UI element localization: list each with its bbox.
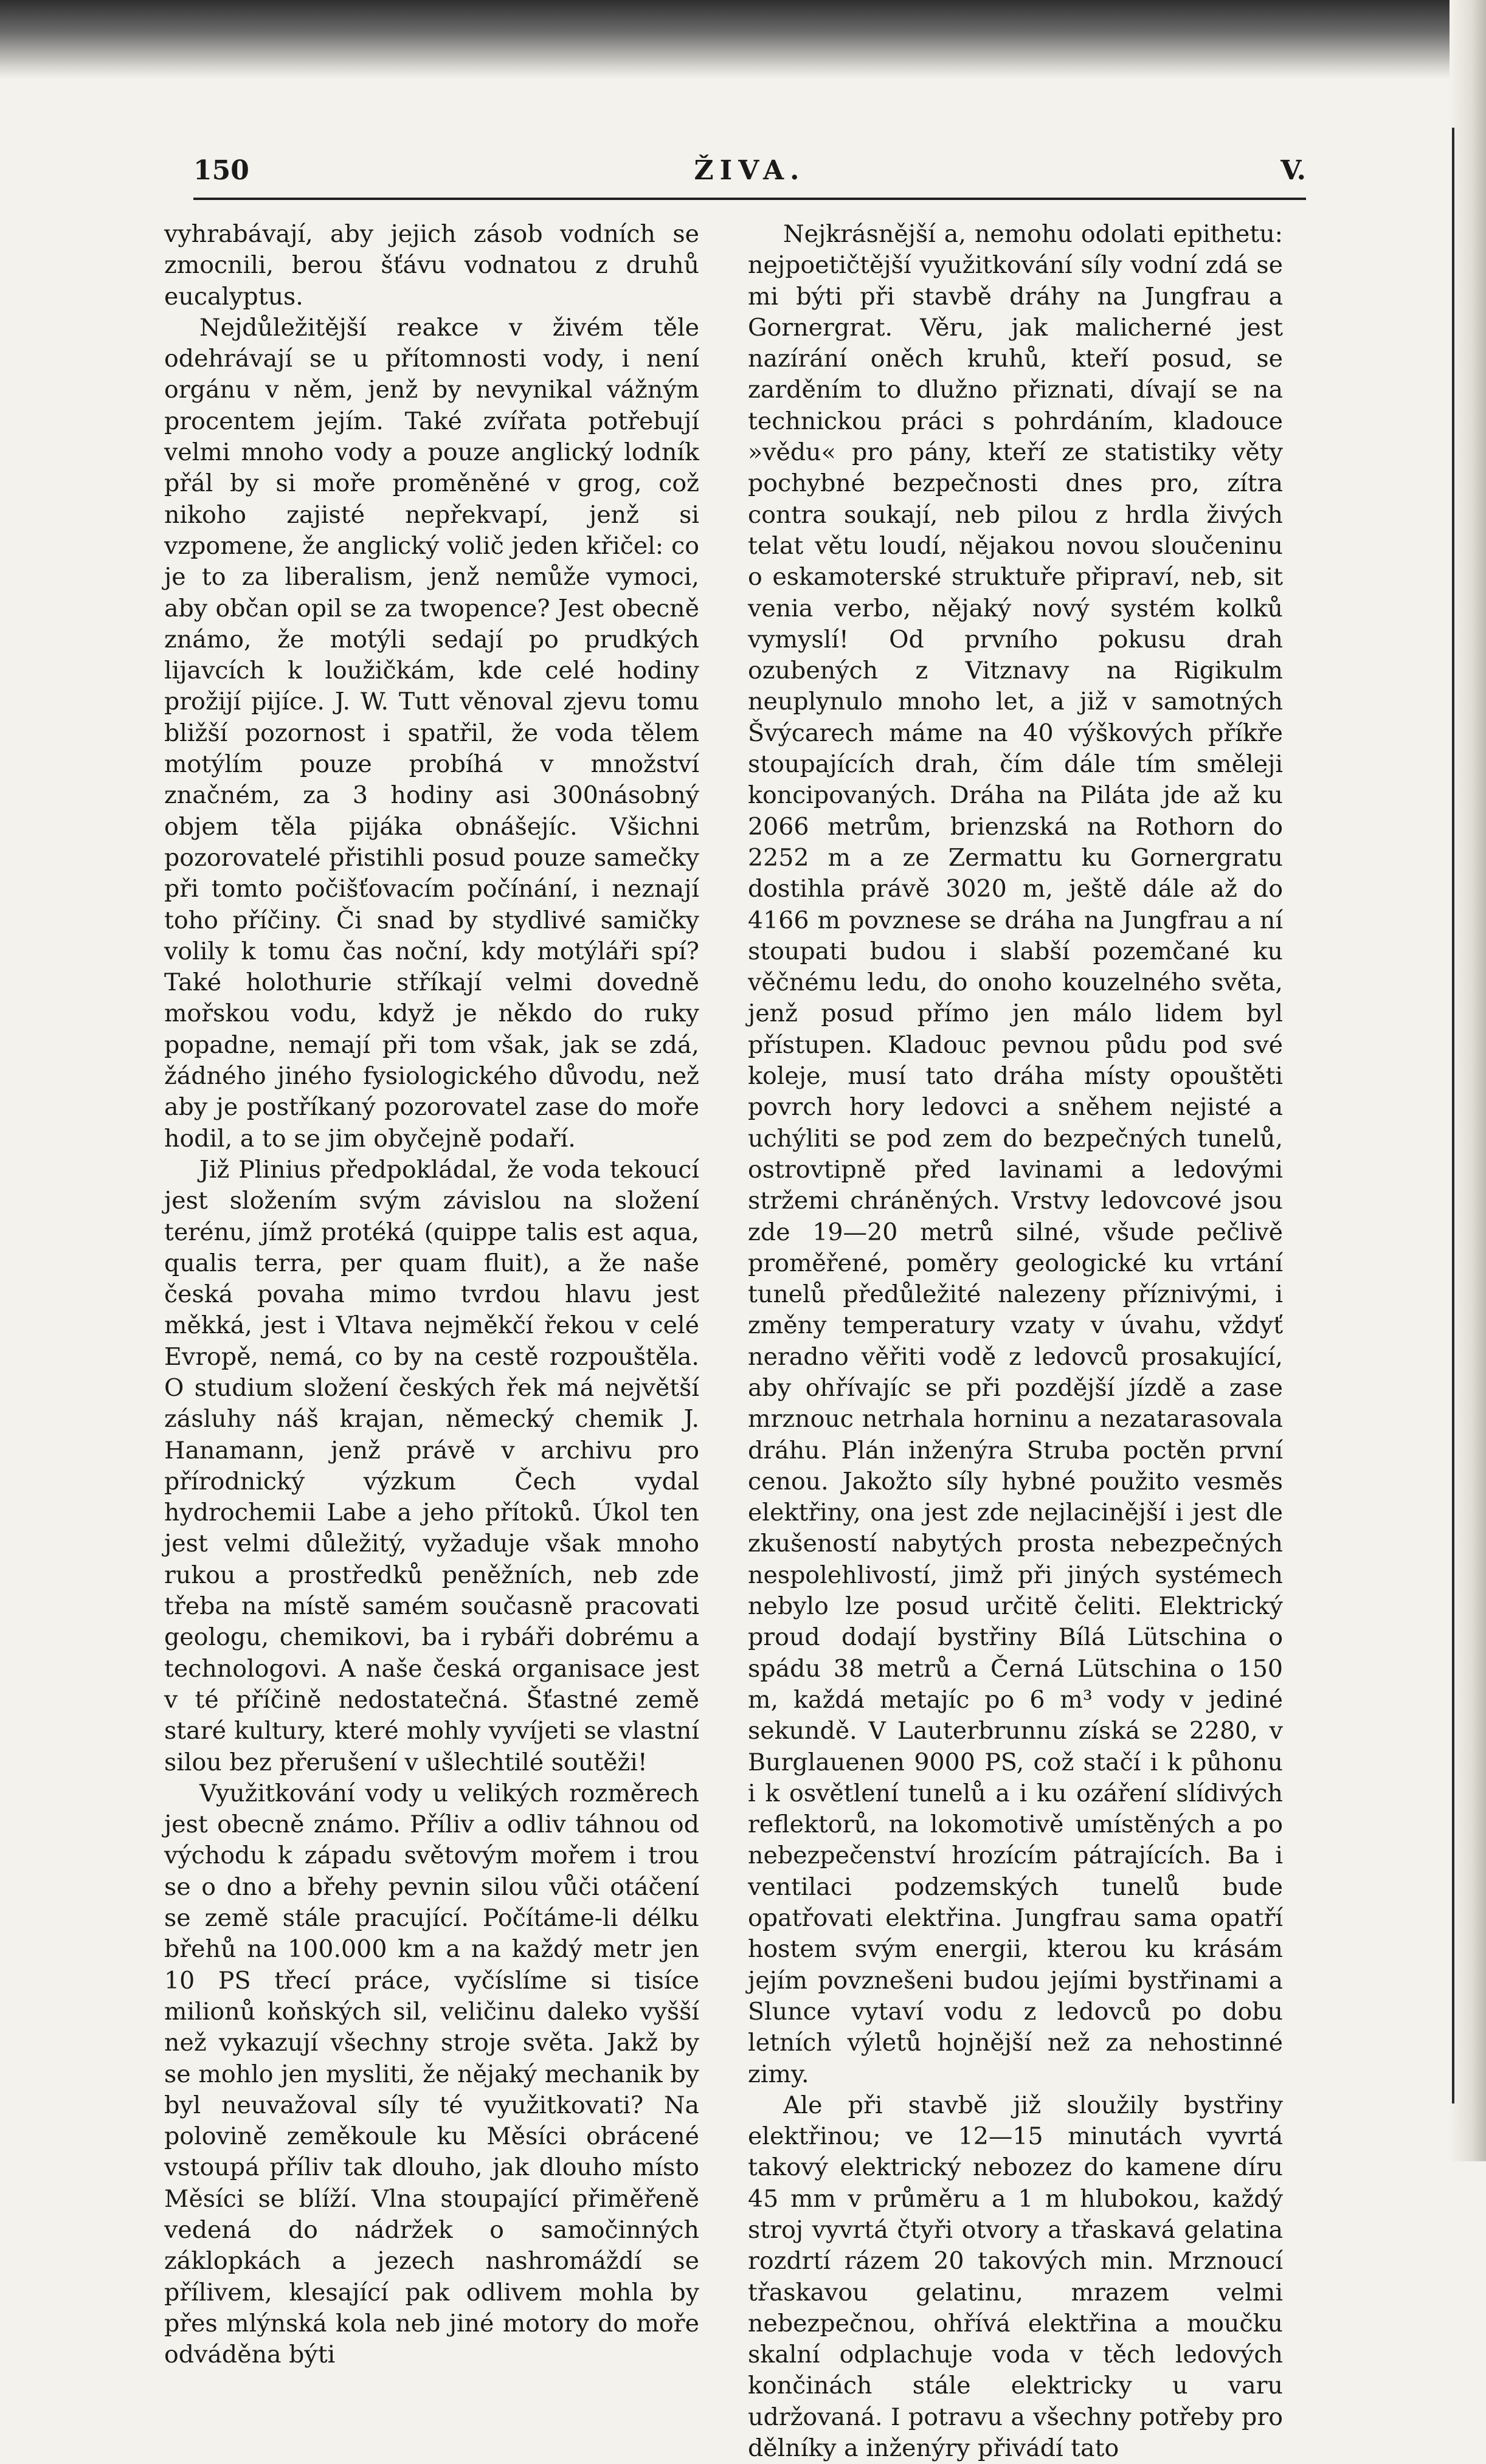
paragraph: Nejkrásnější a, nemohu odolati epithetu: nejpoetičtější využitkování síly vodní zdá se mi býti při stavbě dráhy na Jungfrau a Gornergrat. Věru, jak malicherné jest nazírání oněch kruhů, kteří posud, se zarděním to dlužno přiznati, dívají se na technickou práci s pohrdáním, kladouce »vědu« pro pány, kteří ze statistiky věty pochybné bezpečnosti dnes pro, zítra contra soukají, neb pilou z hrdla živých telat větu loudí, nějakou novou sloučeninu o eskamoterské struktuře připraví, neb, sit venia verbo, nějaký nový systém kolků vymyslí! Od prvního pokusu drah ozubených z Vitznavy na Rigikulm neuplynulo mnoho let, a již v samotných Švýcarech máme na 40 výškových příkře stoupajících drah, čím dále tím směleji koncipovaných. Dráha na Piláta jde až ku 2066 metrům, brienzská na Rothorn do 2252 m a ze Zermattu ku Gornergratu dostihla právě 3020 m, ještě dále až do 4166 m povznese se dráha na Jungfrau a ní stoupati budou i slabší pozemčané ku věčnému ledu, do onoho kouzelného světa, jenž posud přímo jen málo lidem byl přístupen. Kladouc pevnou půdu pod své koleje, musí tato dráha místy opouštěti povrch hory ledovci a sněhem nejisté a uchýliti se pod zem do bezpečných tunelů, ostrovtipně před lavinami a ledovými stržemi chráněných. Vrstvy ledovcové jsou zde 19—20 metrů silné, všude pečlivě proměřené, poměry geologické ku vrtání tunelů předůležité nalezeny příznivými, i změny temperatury vzaty v úvahu, vždyť neradno věřiti vodě z ledovců prosakující, aby ohřívajíc se při pozdější jízdě a zase mrznouc netrhala horninu a nezatarasovala dráhu. Plán inženýra Struba poctěn první cenou. Jakožto síly hybné použito vesměs elektřiny, ona jest zde nejlacinější i jest dle zkušeností nabytých prosta nebezpečných nespolehlivostí, jimž při jiných systémech nebylo lze posud určitě čeliti. Elektrický proud dodají bystřiny Bílá Lütschina o spádu 38 metrů a Černá Lütschina o 150 m, každá metajíc po 6 m³ vody v jediné sekundě. V Lauterbrunnu získá se 2280, v Burglauenen 9000 PS, což stačí i k půhonu i k osvětlení tunelů a i ku ozáření slídivých reflektorů, na lokomotivě umístěných a po nebezpečenství hrozícím pátrajících. Ba i ventilaci podzemských tunelů bude opatřovati elektřina. Jungfrau sama opatří hostem svým energii, kterou ku krásám jejím povznešeni budou jejími bystřinami a Slunce vytaví vodu z ledovců po dobu letních výletů hojnější než za nehostinné zimy.	[748, 220, 1283, 2088]
page-header	[193, 155, 1306, 192]
volume-number: V.	[1280, 155, 1306, 186]
binding-line	[1452, 128, 1454, 2103]
page-number: 150	[193, 155, 249, 186]
header-rule	[193, 198, 1306, 200]
journal-title: ŽIVA.	[694, 155, 806, 186]
scan-edge-top	[0, 0, 1486, 79]
paragraph: vyhrabávají, aby jejich zásob vodních se zmocnili, berou šťávu vodnatou z druhů eucalyptus.	[164, 220, 699, 311]
right-column	[748, 219, 1283, 2464]
paragraph: Nejdůležitější reakce v živém těle odehrávají se u přítomnosti vody, i není orgánu v něm, jenž by nevynikal vážným procentem jejím. Také zvířata potřebují velmi mnoho vody a pouze anglický lodník přál by si moře proměněné v grog, což nikoho zajisté nepřekvapí, jenž si vzpomene, že anglický volič jeden křičel: co je to za liberalism, jenž nemůže vymoci, aby občan opil se za twopence? Jest obecně známo, že motýli sedají po prudkých lijavcích k loužičkám, kde celé hodiny prožijí pijíce. J. W. Tutt věnoval zjevu tomu bližší pozornost i spatřil, že voda tělem motýlím pouze probíhá v množství značném, za 3 hodiny asi 300násobný objem těla pijáka obnášejíc. Všichni pozorovatelé přistihli posud pouze samečky při tomto počišťovacím počínání, i neznají toho příčiny. Či snad by stydlivé samičky volily k tomu čas noční, kdy motýláři spí? Také holothurie stříkají velmi dovedně mořskou vodu, když je někdo do ruky popadne, nemají při tom však, jak se zdá, žádného jiného fysiologického důvodu, než aby je postříkaný pozorovatel zase do moře hodil, a to se jim obyčejně podaří.	[164, 313, 699, 1153]
paragraph: Již Plinius předpokládal, že voda tekoucí jest složením svým závislou na složení terénu, jímž protéká (quippe talis est aqua, qualis terra, per quam fluit), a že naše česká povaha mimo tvrdou hlavu jest měkká, jest i Vltava nejměkčí řekou v celé Evropě, nemá, co by na cestě rozpouštěla. O studium složení českých řek má největší zásluhy náš krajan, německý chemik J. Hanamann, jenž právě v archivu pro přírodnický výzkum Čech vydal hydrochemii Labe a jeho přítoků. Úkol ten jest velmi důležitý, vyžaduje však mnoho rukou a prostředků peněžních, neb zde třeba na místě samém současně pracovati geologu, chemikovi, ba i rybáři dobrému a technologovi. A naše česká organisace jest v té příčině nedostatečná. Šťastné země staré kultury, které mohly vyvíjeti se vlastní silou bez přerušení v ušlechtilé soutěži!	[164, 1155, 699, 1776]
paragraph: Využitkování vody u velikých rozměrech jest obecně známo. Příliv a odliv táhnou od východu k západu světovým mořem i trou se o dno a břehy pevnin silou vůči otáčení se země stále pracující. Počítáme-li délku břehů na 100.000 km a na každý metr jen 10 PS třecí práce, vyčíslíme si tisíce milionů koňských sil, veličinu daleko vyšší než vykazují všechny stroje světa. Jakž by se mohlo jen mysliti, že nějaký mechanik by byl neuvažoval síly té využitkovati? Na polovině zeměkoule ku Měsíci obrácené vstoupá příliv tak dlouho, jak dlouho místo Měsíci se blíží. Vlna stoupající přiměřeně vedená do nádržek o samočinných záklopkách a jezech nashromáždí se přílivem, klesající pak odlivem mohla by přes mlýnská kola neb jiné motory do moře odváděna býti	[164, 1779, 699, 2369]
paragraph: Ale při stavbě již sloužily bystřiny elektřinou; ve 12—15 minutách vyvrtá takový elektrický nebozez do kamene díru 45 mm v průměru a 1 m hlubokou, každý stroj vyvrtá čtyři otvory a třaskavá gelatina rozdrtí rázem 20 takových min. Mrznoucí třaskavou gelatinu, mrazem velmi nebezpečnou, ohřívá elektřina a moučku skalní odplachuje voda v těch ledových končinách stále elektricky u varu udržovaná. I potravu a všechny potřeby pro dělníky a inženýry přivádí tato	[748, 2091, 1283, 2463]
scan-edge-right	[1450, 0, 1486, 2161]
left-column	[164, 219, 699, 2370]
